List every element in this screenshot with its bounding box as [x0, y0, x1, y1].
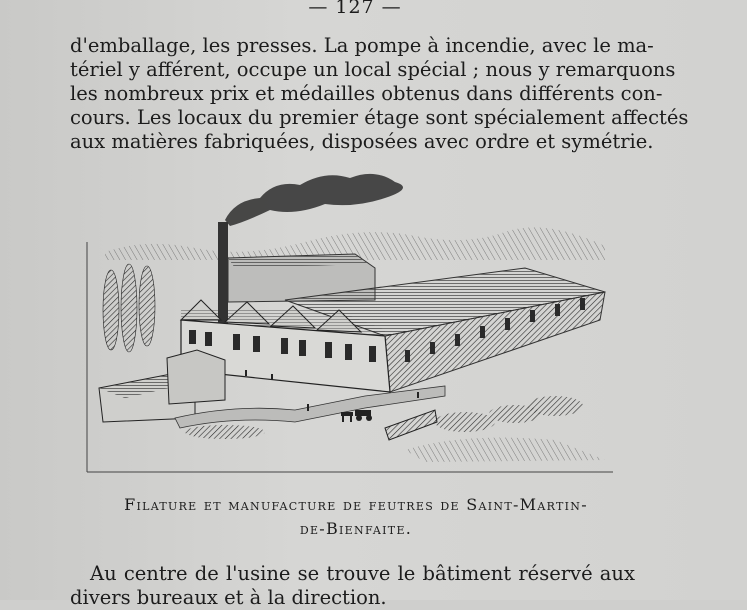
caption-line: de-Bienfaite.	[299, 519, 413, 538]
text-line: cours. Les locaux du premier étage sont spécialement affectés	[70, 106, 689, 129]
caption-line: Filature et manufacture de feutres de Saint-Martin-	[124, 495, 588, 514]
figure-caption	[66, 493, 646, 541]
river	[405, 438, 605, 462]
small-house	[167, 350, 225, 404]
text-line: tériel y afférent, occupe un local spécial ; nous y remarquons	[70, 58, 676, 81]
text-line: les nombreux prix et médailles obtenus dans différents con-	[70, 82, 663, 105]
page-number: — 127 —	[308, 0, 402, 18]
factory-engraving-illustration	[85, 160, 615, 475]
text-line: aux matières fabriquées, disposées avec ordre et symétrie.	[70, 130, 654, 153]
poplar-trees	[103, 264, 155, 352]
text-line: divers bureaux et à la direction.	[70, 586, 387, 609]
body-paragraph-bottom	[70, 562, 635, 610]
small-bridge	[385, 410, 437, 440]
chimney-smoke	[225, 174, 403, 226]
text-line: Au centre de l'usine se trouve le bâtiment réservé aux	[90, 562, 635, 585]
engraving-svg	[85, 160, 615, 475]
body-paragraph-top	[70, 34, 689, 154]
text-line: d'emballage, les presses. La pompe à incendie, avec le ma-	[70, 34, 654, 57]
